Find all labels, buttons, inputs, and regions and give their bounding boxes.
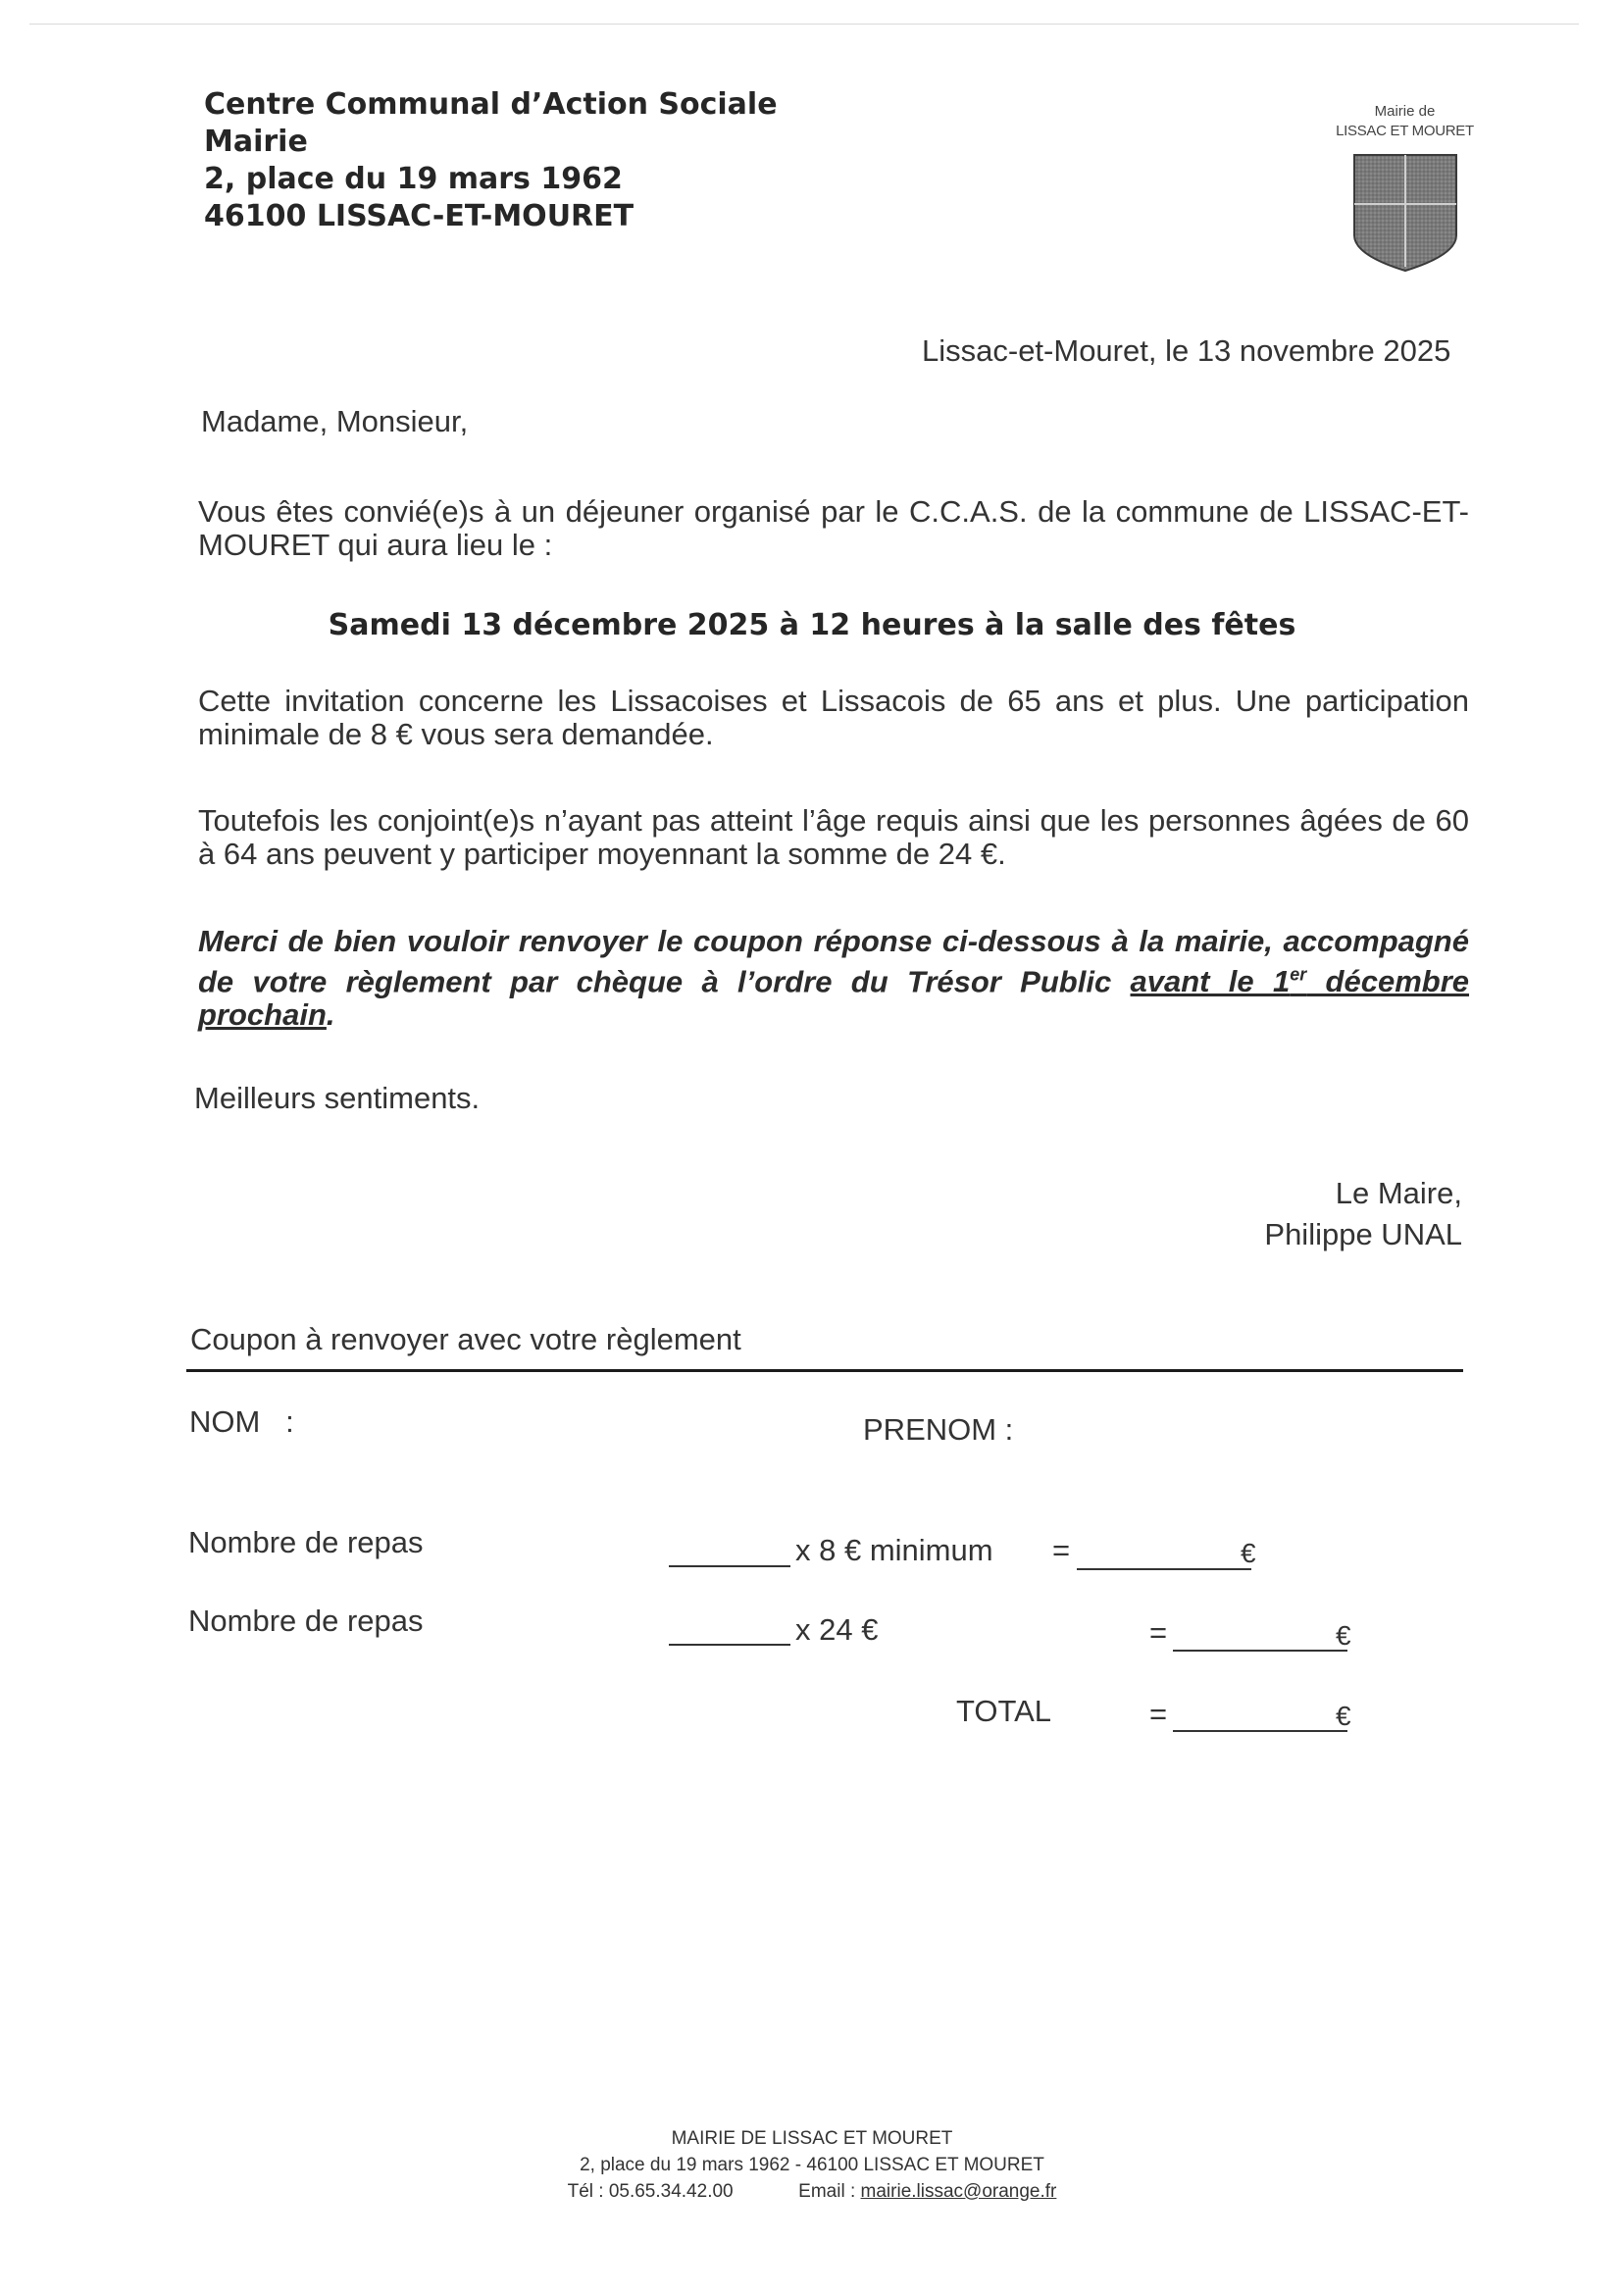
total-equals: = bbox=[1149, 1697, 1168, 1731]
footer-line-1: MAIRIE DE LISSAC ET MOURET bbox=[671, 2128, 953, 2149]
meals-row-1-quantity-blank[interactable] bbox=[669, 1565, 790, 1567]
meals-row-2-equals: = bbox=[1149, 1615, 1168, 1650]
sender-street: 2, place du 19 mars 1962 bbox=[204, 162, 623, 196]
signature-block bbox=[1264, 1173, 1462, 1255]
sender-address-block bbox=[204, 86, 778, 235]
meals-row-1-amount-blank[interactable] bbox=[1077, 1568, 1251, 1570]
logo-line-1: Mairie de bbox=[1374, 103, 1436, 120]
eligibility-paragraph: Cette invitation concerne les Lissacoises et Lissacois de 65 ans et plus. Une participation minimale de 8 € vous sera demandée. bbox=[198, 684, 1469, 751]
request-paragraph bbox=[198, 925, 1469, 1032]
total-amount-blank[interactable] bbox=[1173, 1730, 1347, 1732]
intro-paragraph: Vous êtes convié(e)s à un déjeuner organisé par le C.C.A.S. de la commune de LISSAC-ET-MOURET qui aura lieu le : bbox=[198, 494, 1469, 562]
meals-row-2-label: Nombre de repas bbox=[188, 1604, 424, 1638]
prenom-label: PRENOM : bbox=[863, 1412, 1014, 1447]
meals-row-2-quantity-blank[interactable] bbox=[669, 1644, 790, 1646]
footer-line-2: 2, place du 19 mars 1962 - 46100 LISSAC ET MOURET bbox=[580, 2155, 1044, 2175]
deadline-part-1: avant le 1 bbox=[1130, 964, 1291, 999]
sender-mairie: Mairie bbox=[204, 125, 308, 159]
salutation: Madame, Monsieur, bbox=[201, 404, 469, 438]
request-period: . bbox=[326, 997, 335, 1033]
meals-row-1-equals: = bbox=[1052, 1533, 1071, 1567]
signature-title: Le Maire, bbox=[1335, 1176, 1462, 1210]
total-currency: € bbox=[1336, 1701, 1351, 1731]
footer-email-label: Email : bbox=[798, 2181, 856, 2202]
meals-row-2-currency: € bbox=[1336, 1620, 1351, 1651]
meals-row-2-rate: x 24 € bbox=[795, 1612, 879, 1647]
closing-line: Meilleurs sentiments. bbox=[194, 1081, 481, 1115]
spouses-paragraph: Toutefois les conjoint(e)s n’ayant pas atteint l’âge requis ainsi que les personnes âgées de 60 à 64 ans peuvent y participer moyennant la somme de 24 €. bbox=[198, 803, 1469, 871]
deadline-part-2: décembre prochain bbox=[198, 964, 1470, 1033]
letter-date: Lissac-et-Mouret, le 13 novembre 2025 bbox=[922, 333, 1451, 368]
footer-phone: Tél : 05.65.34.42.00 bbox=[567, 2181, 734, 2202]
sender-organization: Centre Communal d’Action Sociale bbox=[204, 87, 778, 122]
logo-line-2: LISSAC ET MOURET bbox=[1336, 123, 1474, 139]
scan-edge-line bbox=[29, 24, 1579, 25]
event-details: Samedi 13 décembre 2025 à 12 heures à la salle des fêtes bbox=[328, 608, 1296, 642]
meals-row-1-currency: € bbox=[1241, 1538, 1256, 1568]
footer-contact bbox=[0, 2178, 1624, 2205]
coupon-divider bbox=[186, 1369, 1463, 1372]
coupon-title: Coupon à renvoyer avec votre règlement bbox=[190, 1322, 741, 1356]
request-text: Merci de bien vouloir renvoyer le coupon réponse ci-dessous à la mairie, accompagné de votre règlement par chèque à l’ordre du Trésor Public bbox=[198, 924, 1469, 999]
total-label: TOTAL bbox=[956, 1694, 1052, 1728]
footer-email-link[interactable]: mairie.lissac@orange.fr bbox=[860, 2181, 1057, 2202]
nom-label: NOM : bbox=[189, 1404, 294, 1439]
footer bbox=[0, 2125, 1624, 2205]
deadline-ordinal: er bbox=[1290, 965, 1307, 985]
mairie-logo bbox=[1314, 102, 1496, 277]
sender-city: 46100 LISSAC-ET-MOURET bbox=[204, 199, 634, 233]
meals-row-1-label: Nombre de repas bbox=[188, 1525, 424, 1559]
signature-name: Philippe UNAL bbox=[1264, 1217, 1462, 1251]
meals-row-1-rate: x 8 € minimum bbox=[795, 1533, 993, 1567]
meals-row-2-amount-blank[interactable] bbox=[1173, 1650, 1347, 1652]
coat-of-arms-icon bbox=[1346, 149, 1464, 277]
